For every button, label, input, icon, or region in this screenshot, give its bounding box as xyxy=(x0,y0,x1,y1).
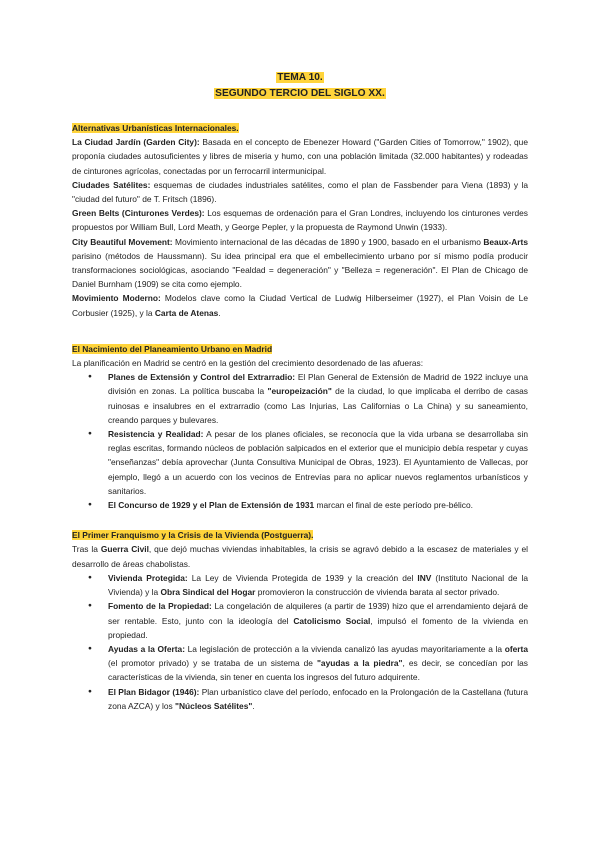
section-heading-madrid: El Nacimiento del Planeamiento Urbano en Madrid xyxy=(72,343,273,354)
list-item: ● El Plan Bidagor (1946): Plan urbanístico clave del período, enfocado en la Prolongación de la Castellana (futura zona AZCA) y los "Núcleos Satélites". xyxy=(108,685,528,713)
document-page xyxy=(72,70,528,713)
title-line-1: TEMA 10. xyxy=(277,72,323,83)
paragraph-green-belts: Green Belts (Cinturones Verdes): Los esquemas de ordenación para el Gran Londres, incluyendo los cinturones verdes propuestos por William Bull, Lord Meath, y George Pepler, y la propuesta de Raymond Unwin (1933). xyxy=(72,208,528,233)
franquismo-bullet-list xyxy=(72,571,528,713)
section-heading-franquismo: El Primer Franquismo y la Crisis de la Vivienda (Postguerra). xyxy=(72,530,314,541)
list-item: ● Fomento de la Propiedad: La congelación de alquileres (a partir de 1939) hizo que el arrendamiento dejará de ser rentable. Esto, junto con la ideología del Catolicismo Social, impulsó el fomento de la vivienda en propiedad. xyxy=(108,599,528,642)
paragraph-ciudad-jardin: La Ciudad Jardín (Garden City): Basada en el concepto de Ebenezer Howard ("Garden Cities of Tomorrow," 1902), que proponía ciudades autosuficientes y libres de miseria y humo, con una población limitada (32.000 habitantes) y rodeadas de cinturones agrícolas, conectadas por un ferrocarril intermunicipal. xyxy=(72,137,528,176)
list-item: ● El Concurso de 1929 y el Plan de Extensión de 1931 marcan el final de este período pre-bélico. xyxy=(108,498,528,512)
title-line-2: SEGUNDO TERCIO DEL SIGLO XX. xyxy=(215,88,385,99)
madrid-bullet-list xyxy=(72,370,528,512)
paragraph-franquismo-intro: Tras la Guerra Civil, que dejó muchas viviendas inhabitables, la crisis se agravó debido a la escasez de materiales y el desarrollo de áreas chabolistas. xyxy=(72,544,528,569)
paragraph-movimiento-moderno: Movimiento Moderno: Modelos clave como la Ciudad Vertical de Ludwig Hilberseimer (1927), el Plan Voisin de Le Corbusier (1925), y la Carta de Atenas. xyxy=(72,293,528,318)
list-item: ● Ayudas a la Oferta: La legislación de protección a la vivienda canalizó las ayudas mayoritariamente a la oferta (el promotor privado) y se trataba de un sistema de "ayudas a la piedra", es decir, se concedían por las características de la vivienda, sin tener en cuenta los ingresos del futuro adquirente. xyxy=(108,642,528,685)
list-item: ● Resistencia y Realidad: A pesar de los planes oficiales, se reconocía que la vida urbana se desarrollaba sin reglas escritas, formando núcleos de población salpicados en el exterior que el municipio debía respetar y cuyas "enseñanzas" debía aprovechar (Junta Consultiva Municipal de Obras, 1923). El Ayuntamiento de Vallecas, por ejemplo, llegó a un acuerdo con los vecinos de Entrevías para no aplicar nuevos reglamentos urbanísticos y sanitarios. xyxy=(108,427,528,498)
paragraph-city-beautiful: City Beautiful Movement: Movimiento internacional de las décadas de 1890 y 1900, basado en el urbanismo Beaux-Arts parisino (métodos de Haussmann). Su idea principal era que el embellecimiento urbano por sí mismo podía producir transformaciones sociológicas, asociando "Fealdad = degeneración" y "Belleza = regeneración". El Plan de Chicago de Daniel Burnham (1909) se cita como ejemplo. xyxy=(72,236,529,290)
document-title xyxy=(72,70,528,102)
list-item: ● Vivienda Protegida: La Ley de Vivienda Protegida de 1939 y la creación del INV (Instituto Nacional de la Vivienda) y la Obra Sindical del Hogar promovieron la construcción de vivienda barata al sector privado. xyxy=(108,571,528,599)
list-item: ● Planes de Extensión y Control del Extrarradio: El Plan General de Extensión de Madrid de 1922 incluye una división en zonas. La política buscaba la "europeización" de la ciudad, lo que implicaba el derribo de casas ruinosas e insalubres en el extrarradio (como Las Injurias, Las Californias o La China) y su saneamiento, creando parques y bulevares. xyxy=(108,370,528,427)
paragraph-madrid-intro: La planificación en Madrid se centró en la gestión del crecimiento desordenado de las afueras: xyxy=(72,358,424,369)
paragraph-ciudades-satelites: Ciudades Satélites: esquemas de ciudades industriales satélites, como el plan de Fassbender para Viena (1893) y la "ciudad del futuro" de T. Fritsch (1896). xyxy=(72,179,528,205)
section-heading-alternativas: Alternativas Urbanísticas Internacionales. xyxy=(72,123,239,133)
